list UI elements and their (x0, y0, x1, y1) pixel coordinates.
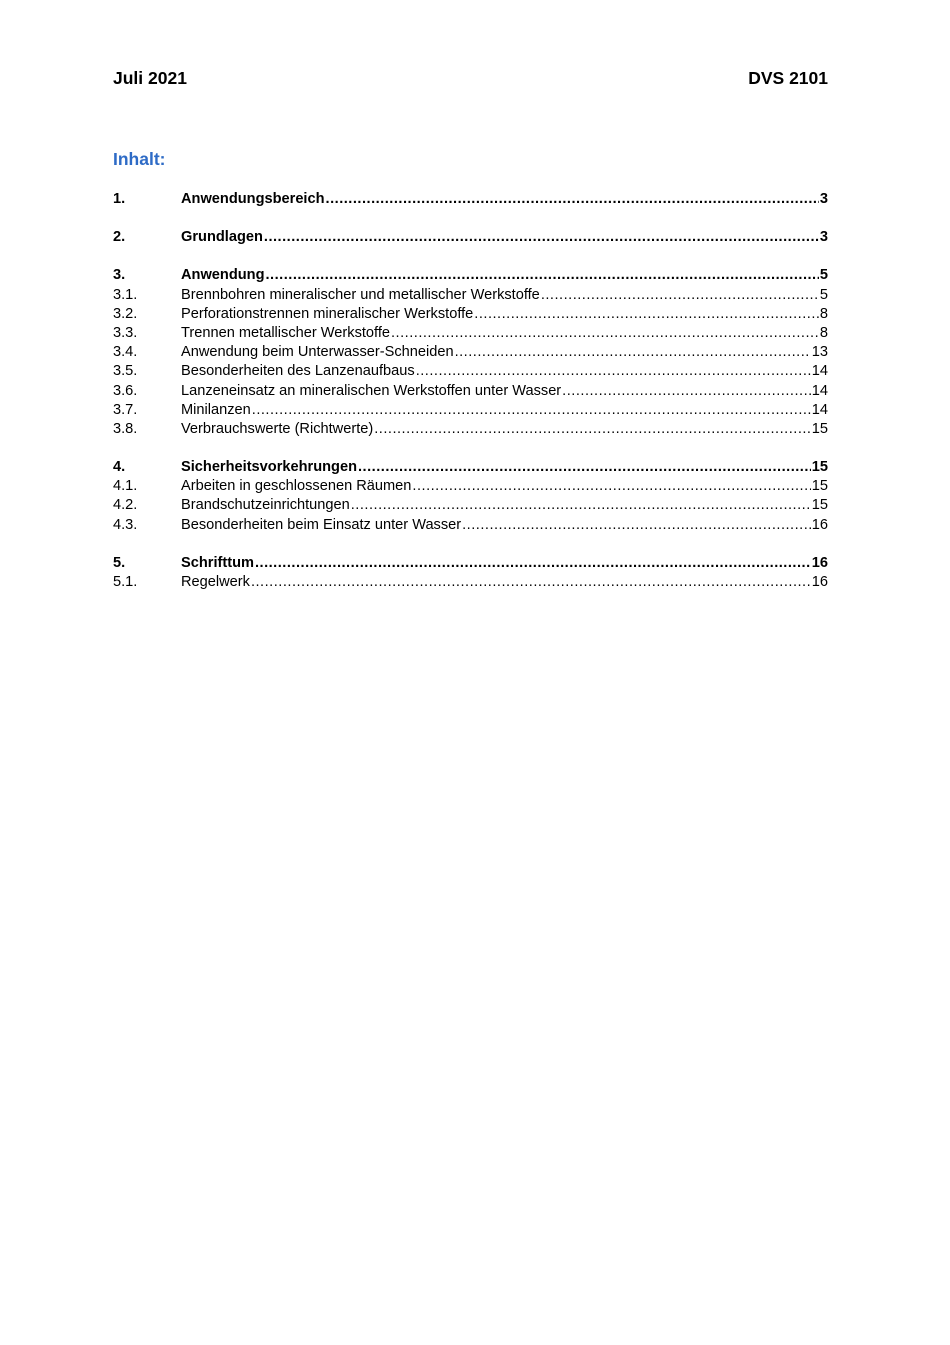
toc-entry[interactable] (113, 420, 828, 439)
toc-entry-title: Besonderheiten des Lanzenaufbaus (181, 363, 415, 380)
toc-leader-dots (255, 554, 811, 573)
toc-leader-dots (374, 420, 811, 439)
toc-entry-title: Sicherheitsvorkehrungen (181, 459, 357, 476)
toc-entry-page: 16 (811, 516, 828, 533)
toc-entry-page: 15 (811, 497, 828, 514)
toc-entry-title: Anwendung (181, 267, 265, 284)
toc-entry[interactable] (113, 516, 828, 535)
toc-entry-title: Verbrauchswerte (Richtwerte) (181, 420, 374, 437)
toc-entry-number: 5.1. (113, 574, 138, 590)
toc-leader-dots (541, 286, 819, 305)
toc-entry-title: Schrifttum (181, 554, 254, 571)
toc-entry-number: 4.2. (113, 497, 138, 514)
toc-entry-title: Besonderheiten beim Einsatz unter Wasser (181, 516, 462, 533)
toc-entry-number: 4.3. (113, 516, 138, 533)
toc-heading: Inhalt: (113, 149, 166, 169)
toc-leader-dots (351, 496, 811, 515)
toc-entry-title: Brandschutzeinrichtungen (181, 497, 350, 514)
toc-entry[interactable] (113, 573, 828, 592)
toc-entry-number: 3.7. (113, 401, 138, 418)
toc-entry-title: Trennen metallischer Werkstoffe (181, 324, 390, 341)
toc-entry-number: 3.4. (113, 344, 138, 361)
toc-entry-page: 14 (811, 401, 828, 418)
toc-entry-page: 15 (811, 459, 828, 476)
toc-entry-title: Brennbohren mineralischer und metallischer Werkstoffe (181, 286, 540, 303)
toc-leader-dots (251, 573, 811, 592)
toc-entry[interactable] (113, 228, 828, 247)
header-date: Juli 2021 (113, 68, 187, 88)
toc-leader-dots (326, 190, 819, 209)
toc-entry-title: Regelwerk (181, 574, 250, 590)
table-of-contents (113, 190, 828, 592)
toc-entry[interactable] (113, 324, 828, 343)
toc-entry-number: 5. (113, 554, 126, 571)
toc-entry-number: 3.3. (113, 324, 138, 341)
toc-leader-dots (391, 324, 819, 343)
toc-leader-dots (474, 305, 819, 324)
toc-entry-number: 3.8. (113, 420, 138, 437)
toc-leader-dots (462, 516, 811, 535)
toc-entry-number: 3.5. (113, 363, 138, 380)
toc-entry-title: Grundlagen (181, 229, 263, 246)
toc-entry[interactable] (113, 286, 828, 305)
toc-leader-dots (562, 382, 811, 401)
toc-entry[interactable] (113, 554, 828, 573)
toc-entry-page: 13 (811, 344, 828, 361)
page-header (113, 68, 828, 92)
toc-entry[interactable] (113, 343, 828, 362)
toc-entry-number: 2. (113, 229, 126, 246)
toc-entry-number: 1. (113, 191, 126, 207)
toc-leader-dots (264, 228, 819, 247)
toc-entry-page: 15 (811, 420, 828, 437)
toc-leader-dots (455, 343, 811, 362)
toc-entry[interactable] (113, 401, 828, 420)
toc-entry-number: 3.2. (113, 305, 138, 322)
toc-entry-title: Lanzeneinsatz an mineralischen Werkstoffen unter Wasser (181, 382, 562, 399)
toc-leader-dots (358, 458, 811, 477)
toc-leader-dots (412, 477, 810, 496)
toc-entry-title: Arbeiten in geschlossenen Räumen (181, 478, 412, 495)
toc-entry[interactable] (113, 190, 828, 209)
toc-leader-dots (416, 362, 811, 381)
toc-entry-page: 5 (819, 286, 828, 303)
toc-entry[interactable] (113, 496, 828, 515)
toc-entry[interactable] (113, 266, 828, 285)
toc-entry-number: 4.1. (113, 478, 138, 495)
header-document-id: DVS 2101 (748, 68, 828, 88)
toc-entry-page: 3 (819, 229, 828, 246)
toc-entry-title: Perforationstrennen mineralischer Werkstoffe (181, 305, 474, 322)
toc-entry-number: 4. (113, 459, 126, 476)
toc-entry[interactable] (113, 458, 828, 477)
toc-entry-title: Anwendungsbereich (181, 191, 325, 207)
toc-entry[interactable] (113, 362, 828, 381)
toc-entry-page: 5 (819, 267, 828, 284)
toc-entry-number: 3. (113, 267, 126, 284)
toc-entry-page: 14 (811, 382, 828, 399)
toc-entry-page: 8 (819, 324, 828, 341)
toc-entry-number: 3.1. (113, 286, 138, 303)
toc-entry-page: 3 (819, 191, 828, 207)
toc-entry[interactable] (113, 305, 828, 324)
toc-entry-title: Anwendung beim Unterwasser-Schneiden (181, 344, 454, 361)
toc-entry[interactable] (113, 382, 828, 401)
toc-entry-page: 14 (811, 363, 828, 380)
toc-entry[interactable] (113, 477, 828, 496)
toc-entry-page: 8 (819, 305, 828, 322)
toc-entry-page: 15 (811, 478, 828, 495)
toc-leader-dots (252, 401, 811, 420)
toc-entry-page: 16 (811, 574, 828, 590)
toc-entry-page: 16 (811, 554, 828, 571)
toc-entry-number: 3.6. (113, 382, 138, 399)
toc-entry-title: Minilanzen (181, 401, 251, 418)
toc-leader-dots (266, 266, 819, 285)
